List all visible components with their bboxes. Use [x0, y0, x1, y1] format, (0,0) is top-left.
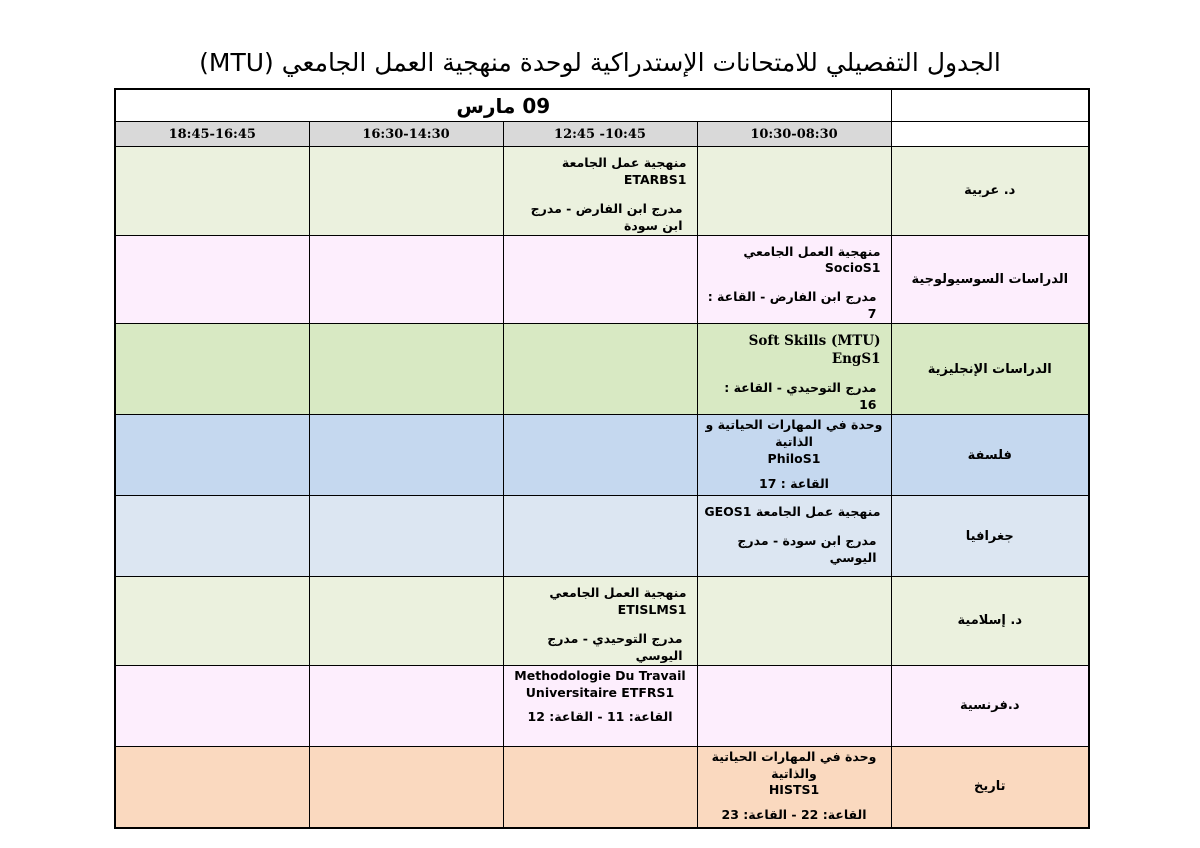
table-row [115, 235, 1089, 324]
department-label: فلسفة [891, 415, 1089, 496]
exam-module: وحدة في المهارات الحياتية و الذاتية [705, 417, 883, 450]
exam-cell [697, 324, 891, 415]
date-header: 09 مارس [115, 89, 891, 122]
empty-cell [309, 235, 503, 324]
exam-cell [697, 746, 891, 828]
empty-cell [115, 415, 309, 496]
exam-cell [697, 496, 891, 577]
empty-cell [697, 577, 891, 666]
empty-cell [115, 746, 309, 828]
table-row [115, 577, 1089, 666]
empty-cell [309, 746, 503, 828]
exam-location: مدرج ابن الفارض - القاعة : 7 [707, 289, 877, 322]
exam-location: مدرج التوحيدي - مدرج اليوسي [547, 630, 683, 663]
exam-location: القاعة: 11 - القاعة: 12 [527, 709, 673, 725]
exam-module: منهجية عمل الجامعة ETARBS1 [561, 155, 687, 187]
empty-cell [115, 496, 309, 577]
empty-cell [115, 577, 309, 666]
exam-cell [697, 415, 891, 496]
department-label: جغرافيا [891, 496, 1089, 577]
empty-cell [309, 496, 503, 577]
exam-cell [503, 577, 697, 666]
empty-cell [115, 147, 309, 236]
empty-cell [115, 665, 309, 746]
exam-schedule-table [114, 88, 1090, 829]
corner-cell [891, 122, 1089, 147]
department-label: د.فرنسية [891, 665, 1089, 746]
empty-cell [503, 324, 697, 415]
exam-code: PhiloS1 [767, 450, 821, 466]
department-label: د. إسلامية [891, 577, 1089, 666]
time-slot-header: 18:45-16:45 [115, 122, 309, 147]
exam-module: وحدة في المهارات الحياتية والذاتية [711, 748, 877, 781]
time-slot-header: 10:30-08:30 [697, 122, 891, 147]
exam-cell [503, 665, 697, 746]
table-row [115, 496, 1089, 577]
empty-cell [503, 235, 697, 324]
empty-cell [309, 415, 503, 496]
empty-cell [309, 665, 503, 746]
exam-module: Methodologie Du Travail [514, 667, 686, 683]
exam-location: القاعة: 22 - القاعة: 23 [721, 807, 867, 823]
exam-code: HISTS1 [768, 782, 820, 798]
empty-cell [309, 577, 503, 666]
exam-location: مدرج ابن سودة - مدرج اليوسي [737, 533, 877, 565]
department-label: الدراسات الإنجليزية [891, 324, 1089, 415]
empty-cell [503, 746, 697, 828]
exam-code: Universitaire ETFRS1 [525, 684, 675, 700]
exam-cell [503, 147, 697, 236]
department-label: د. عربية [891, 147, 1089, 236]
corner-cell [891, 89, 1089, 122]
exam-cell [697, 235, 891, 324]
exam-module: منهجية العمل الجامعي ETISLMS1 [549, 585, 687, 618]
table-row [115, 746, 1089, 828]
time-slot-header: 16:30-14:30 [309, 122, 503, 147]
table-row [115, 415, 1089, 496]
empty-cell [115, 324, 309, 415]
page-title: الجدول التفصيلي للامتحانات الإستدراكية لوحدة منهجية العمل الجامعي (MTU) [199, 48, 1001, 77]
empty-cell [309, 147, 503, 236]
empty-cell [503, 496, 697, 577]
empty-cell [697, 147, 891, 236]
department-label: الدراسات السوسيولوجية [891, 235, 1089, 324]
table-row [115, 324, 1089, 415]
empty-cell [503, 415, 697, 496]
empty-cell [697, 665, 891, 746]
exam-module: منهجية عمل الجامعة GEOS1 [704, 504, 881, 520]
department-label: تاريخ [891, 746, 1089, 828]
table-row [115, 147, 1089, 236]
exam-location: القاعة : 17 [759, 475, 829, 491]
time-slot-header: 12:45 -10:45 [503, 122, 697, 147]
exam-module: منهجية العمل الجامعي SocioS1 [743, 243, 881, 276]
exam-module: Soft Skills (MTU) EngS1 [748, 333, 881, 368]
exam-location: مدرج التوحيدي - القاعة : 16 [724, 380, 877, 413]
empty-cell [115, 235, 309, 324]
empty-cell [309, 324, 503, 415]
exam-location: مدرج ابن الفارض - مدرج ابن سودة [530, 200, 683, 233]
table-row [115, 665, 1089, 746]
